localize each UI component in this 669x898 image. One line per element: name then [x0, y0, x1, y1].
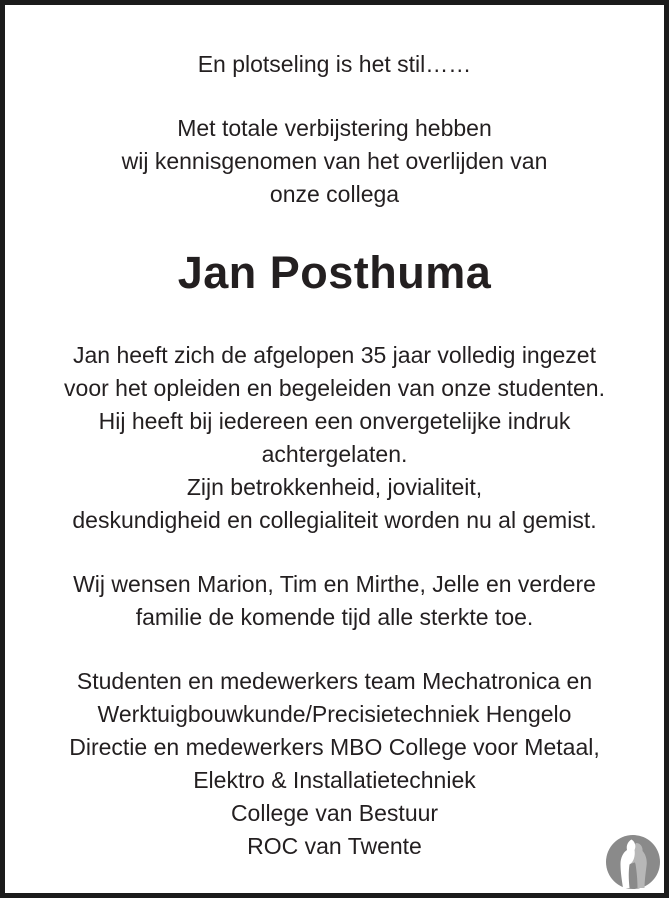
intro-line: onze collega: [269, 181, 400, 207]
signatory-line: Directie en medewerkers MBO College voor Metaal,: [69, 734, 600, 760]
tribute-line: Hij heeft bij iedereen een onvergetelijke indruk: [98, 408, 571, 434]
signatory-line: Elektro & Installatietechniek: [193, 767, 476, 793]
signatory-line: ROC van Twente: [247, 833, 422, 859]
intro-line: wij kennisgenomen van het overlijden van: [121, 148, 548, 174]
condolence-line: familie de komende tijd alle sterkte toe.: [135, 604, 534, 630]
condolence-paragraph: [27, 568, 642, 634]
tribute-line: Zijn betrokkenheid, jovialiteit,: [186, 474, 483, 500]
intro-paragraph: [27, 112, 642, 211]
tribute-paragraph: [27, 339, 642, 537]
opening-line: En plotseling is het stil……: [197, 51, 472, 77]
tribute-line: voor het opleiden en begeleiden van onze studenten.: [64, 375, 605, 401]
tribute-line: Jan heeft zich de afgelopen 35 jaar volledig ingezet: [73, 342, 596, 368]
signatory-line: Werktuigbouwkunde/Precisietechniek Hengelo: [97, 701, 572, 727]
tribute-line: deskundigheid en collegialiteit worden nu al gemist.: [72, 507, 597, 533]
embracing-figures-memorial-logo-icon: [605, 834, 661, 890]
signatories-paragraph: [27, 665, 642, 863]
signatory-line: Studenten en medewerkers team Mechatronica en: [76, 668, 593, 694]
condolence-line: Wij wensen Marion, Tim en Mirthe, Jelle en verdere: [73, 571, 596, 597]
deceased-name: Jan Posthuma: [177, 247, 492, 298]
tribute-line: achtergelaten.: [261, 441, 408, 467]
opening-paragraph: [27, 48, 642, 81]
signatory-line: College van Bestuur: [230, 800, 439, 826]
intro-line: Met totale verbijstering hebben: [177, 115, 492, 141]
